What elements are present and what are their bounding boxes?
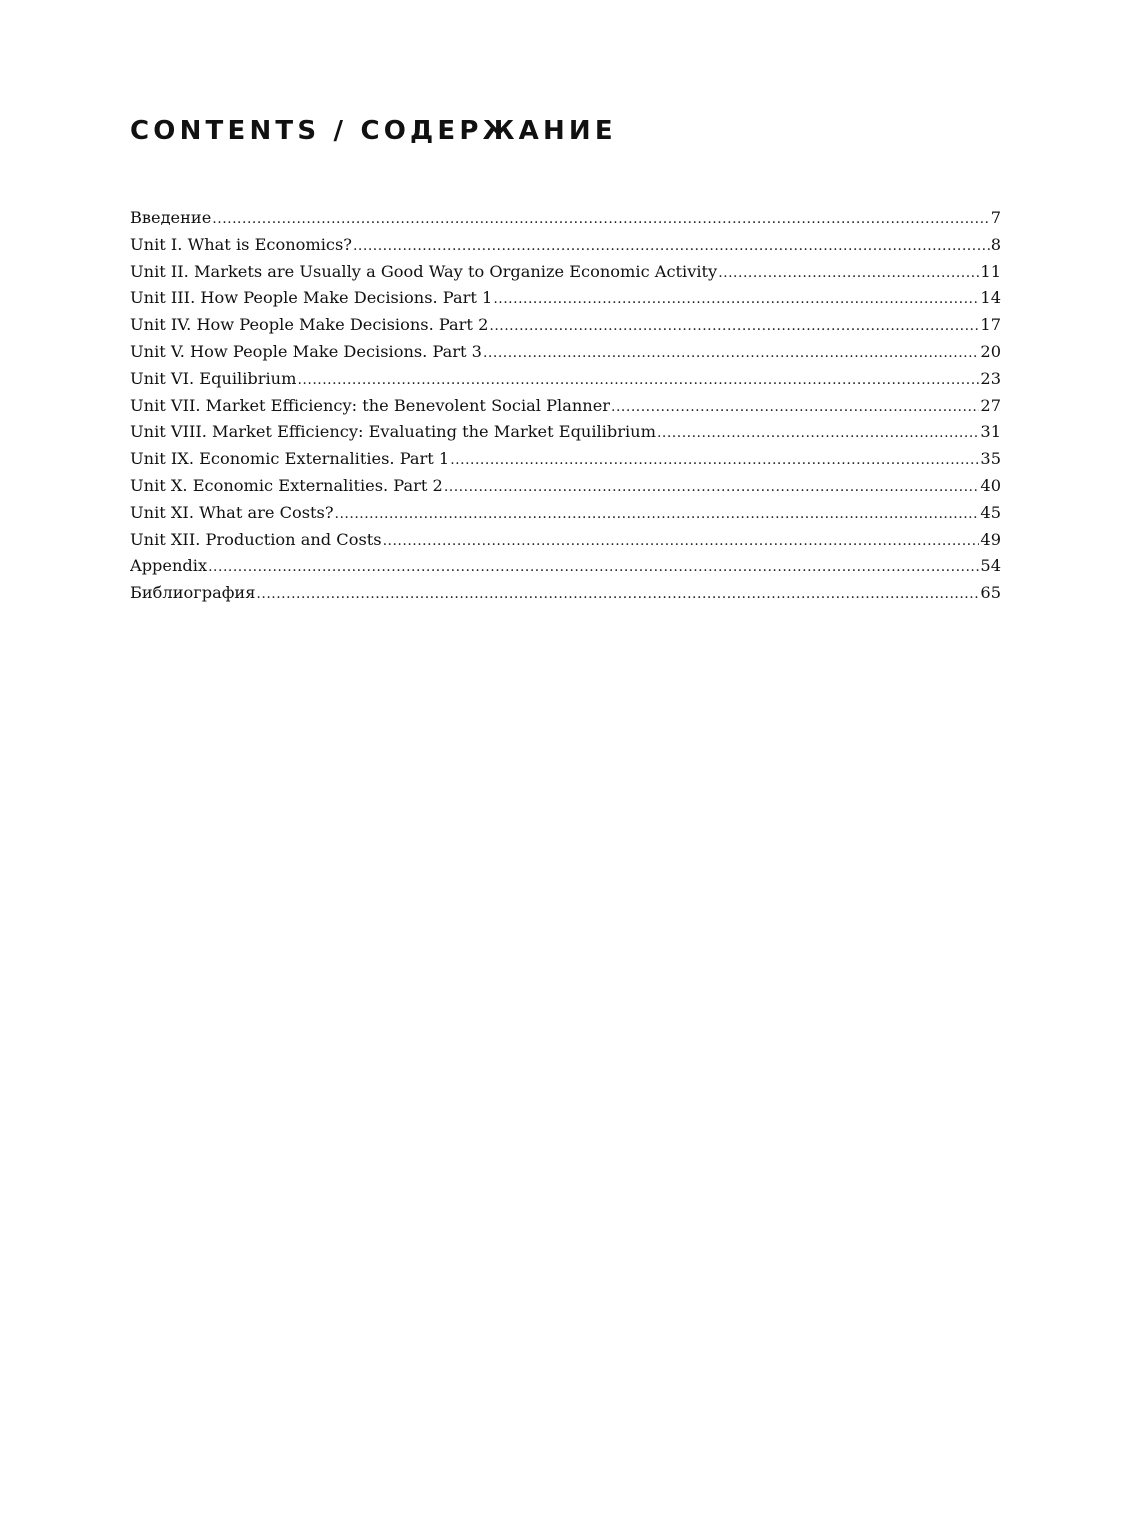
toc-entry-title: Appendix — [130, 556, 208, 576]
dot-leader — [383, 528, 980, 554]
toc-entry-title: Unit IV. How People Make Decisions. Part 2 — [130, 315, 489, 335]
toc-page-number: 7 — [990, 208, 1001, 227]
toc-entry-unit-12[interactable] — [130, 527, 1001, 554]
toc-entry-title: Библиография — [130, 583, 256, 603]
toc-entry-title: Unit VI. Equilibrium — [130, 368, 297, 388]
dot-leader — [718, 260, 979, 286]
toc-page-number: 27 — [980, 395, 1001, 415]
toc-page-number: 54 — [980, 556, 1001, 576]
toc-page-number: 49 — [980, 529, 1001, 549]
toc-entry-title: Unit VIII. Market Efficiency: Evaluating the Market Equilibrium — [130, 422, 656, 442]
dot-leader — [297, 367, 979, 393]
toc-entry-introduction[interactable] — [130, 205, 1001, 232]
toc-entry-title: Unit V. How People Make Decisions. Part 3 — [130, 341, 482, 361]
toc-entry-unit-9[interactable] — [130, 446, 1001, 473]
toc-entry-unit-11[interactable] — [130, 500, 1001, 527]
page-title: CONTENTS / СОДЕРЖАНИЕ — [130, 116, 617, 146]
dot-leader — [335, 501, 980, 527]
toc-entry-title: Unit XI. What are Costs? — [130, 502, 334, 522]
dot-leader — [212, 206, 989, 232]
dot-leader — [489, 313, 979, 339]
dot-leader — [256, 581, 979, 607]
dot-leader — [611, 394, 979, 420]
toc-page-number: 31 — [980, 422, 1001, 442]
toc-entry-title: Unit X. Economic Externalities. Part 2 — [130, 475, 443, 495]
toc-entry-unit-4[interactable] — [130, 312, 1001, 339]
toc-entry-unit-2[interactable] — [130, 259, 1001, 286]
dot-leader — [444, 474, 980, 500]
toc-entry-appendix[interactable] — [130, 553, 1001, 580]
toc-entry-unit-1[interactable] — [130, 232, 1001, 259]
dot-leader — [353, 233, 990, 259]
toc-entry-bibliography[interactable] — [130, 580, 1001, 607]
toc-page-number: 8 — [990, 234, 1001, 254]
toc-page-number: 40 — [980, 475, 1001, 495]
toc-entry-unit-7[interactable] — [130, 393, 1001, 420]
toc-page-number: 35 — [980, 449, 1001, 469]
toc-page-number: 23 — [980, 368, 1001, 388]
toc-entry-unit-8[interactable] — [130, 419, 1001, 446]
toc-entry-title: Введение — [130, 208, 212, 227]
toc-page-number: 17 — [980, 315, 1001, 335]
toc-entry-unit-10[interactable] — [130, 473, 1001, 500]
toc-page-number: 45 — [980, 502, 1001, 522]
dot-leader — [450, 447, 979, 473]
toc-entry-title: Unit VII. Market Efficiency: the Benevolent Social Planner — [130, 395, 611, 415]
dot-leader — [657, 420, 979, 446]
dot-leader — [208, 554, 979, 580]
dot-leader — [493, 286, 979, 312]
toc-entry-unit-3[interactable] — [130, 285, 1001, 312]
toc-entry-unit-5[interactable] — [130, 339, 1001, 366]
toc-entry-title: Unit XII. Production and Costs — [130, 529, 382, 549]
toc-entry-title: Unit II. Markets are Usually a Good Way to Organize Economic Activity — [130, 261, 718, 281]
toc-page-number: 65 — [980, 583, 1001, 603]
toc-entry-title: Unit III. How People Make Decisions. Part 1 — [130, 288, 493, 308]
table-of-contents — [130, 205, 1001, 607]
toc-entry-title: Unit IX. Economic Externalities. Part 1 — [130, 449, 450, 469]
toc-page-number: 14 — [980, 288, 1001, 308]
dot-leader — [483, 340, 979, 366]
toc-page-number: 11 — [980, 261, 1001, 281]
toc-page-number: 20 — [980, 341, 1001, 361]
toc-entry-title: Unit I. What is Economics? — [130, 234, 352, 254]
toc-entry-unit-6[interactable] — [130, 366, 1001, 393]
